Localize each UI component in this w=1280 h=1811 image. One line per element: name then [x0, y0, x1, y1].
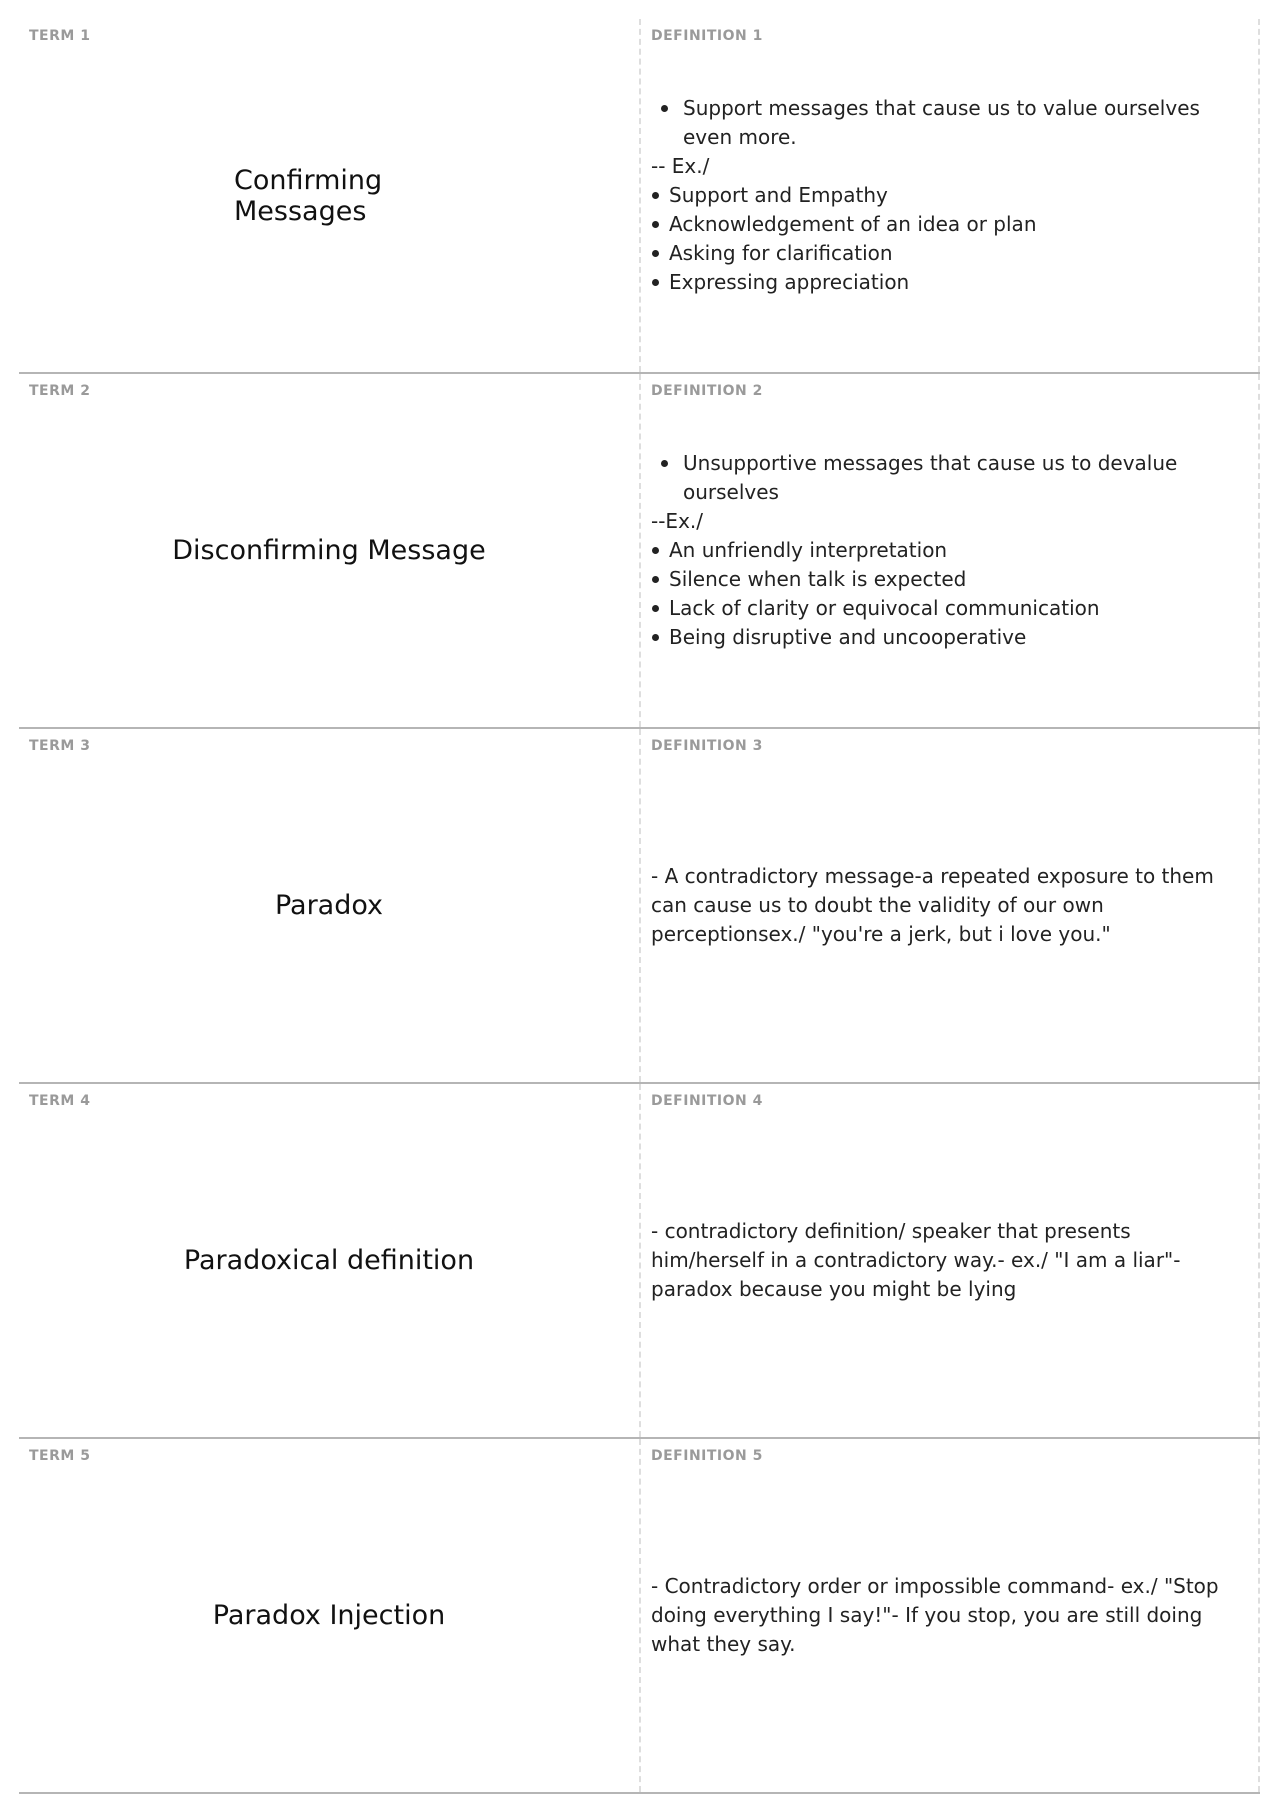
- definition-label: DEFINITION 4: [651, 1093, 763, 1109]
- definition-lead-list: [651, 449, 1244, 507]
- example-marker: --Ex./: [651, 509, 704, 533]
- term-text: Paradoxical definition: [183, 1245, 475, 1276]
- list-item: Silence when talk is expected: [651, 565, 1244, 594]
- flashcard: [19, 19, 1260, 374]
- definition-body: [651, 1084, 1244, 1437]
- term-cell: [19, 1084, 639, 1437]
- flashcard: [19, 1084, 1260, 1439]
- definition-body: [651, 729, 1244, 1082]
- definition-label: DEFINITION 3: [651, 738, 763, 754]
- term-label: TERM 2: [29, 383, 91, 399]
- term-label: TERM 1: [29, 28, 91, 44]
- list-item: Lack of clarity or equivocal communication: [651, 594, 1244, 623]
- definition-body: [651, 374, 1244, 727]
- definition-label: DEFINITION 2: [651, 383, 763, 399]
- flashcard: [19, 729, 1260, 1084]
- example-list: [651, 181, 1244, 297]
- list-item: Asking for clarification: [651, 239, 1244, 268]
- term-text-box: [19, 729, 639, 1082]
- definition-text: - A contradictory message-a repeated exposure to them can cause us to doubt the validity of our own perceptionsex./ "you're a jerk, but i love you.": [651, 864, 1214, 946]
- term-label: TERM 5: [29, 1448, 91, 1464]
- list-item: Support and Empathy: [651, 181, 1244, 210]
- definition-lead-list: [651, 94, 1244, 152]
- example-list: [651, 536, 1244, 652]
- term-text-box: [19, 19, 639, 372]
- term-text: Paradox Injection: [212, 1600, 446, 1631]
- definition-body: [651, 19, 1244, 372]
- list-item: Acknowledgement of an idea or plan: [651, 210, 1244, 239]
- term-text: Disconfirming Message: [172, 535, 486, 566]
- term-cell: [19, 374, 639, 727]
- list-item: Expressing appreciation: [651, 268, 1244, 297]
- list-item: Being disruptive and uncooperative: [651, 623, 1244, 652]
- definition-label: DEFINITION 1: [651, 28, 763, 44]
- definition-cell: [639, 19, 1260, 372]
- definition-cell: [639, 1439, 1260, 1792]
- flashcard: [19, 1439, 1260, 1794]
- definition-body: [651, 1439, 1244, 1792]
- list-item: Support messages that cause us to value ourselves even more.: [651, 94, 1244, 152]
- definition-cell: [639, 1084, 1260, 1437]
- definition-cell: [639, 374, 1260, 727]
- list-item: An unfriendly interpretation: [651, 536, 1244, 565]
- definition-label: DEFINITION 5: [651, 1448, 763, 1464]
- definition-cell: [639, 729, 1260, 1082]
- definition-text: - contradictory definition/ speaker that presents him/herself in a contradictory way.- ex./ "I am a liar"- paradox because you might be lying: [651, 1219, 1181, 1301]
- example-marker: -- Ex./: [651, 154, 710, 178]
- term-text: Confirming Messages: [234, 164, 383, 227]
- flashcard-sheet: [19, 19, 1260, 1794]
- term-text: Paradox: [274, 890, 384, 921]
- flashcard: [19, 374, 1260, 729]
- term-cell: [19, 729, 639, 1082]
- term-text-box: [19, 1439, 639, 1792]
- list-item: Unsupportive messages that cause us to devalue ourselves: [651, 449, 1244, 507]
- term-text-box: [19, 374, 639, 727]
- term-cell: [19, 19, 639, 372]
- term-label: TERM 4: [29, 1093, 91, 1109]
- term-cell: [19, 1439, 639, 1792]
- definition-text: - Contradictory order or impossible command- ex./ "Stop doing everything I say!"- If you stop, you are still doing what they say.: [651, 1574, 1219, 1656]
- term-text-box: [19, 1084, 639, 1437]
- term-label: TERM 3: [29, 738, 91, 754]
